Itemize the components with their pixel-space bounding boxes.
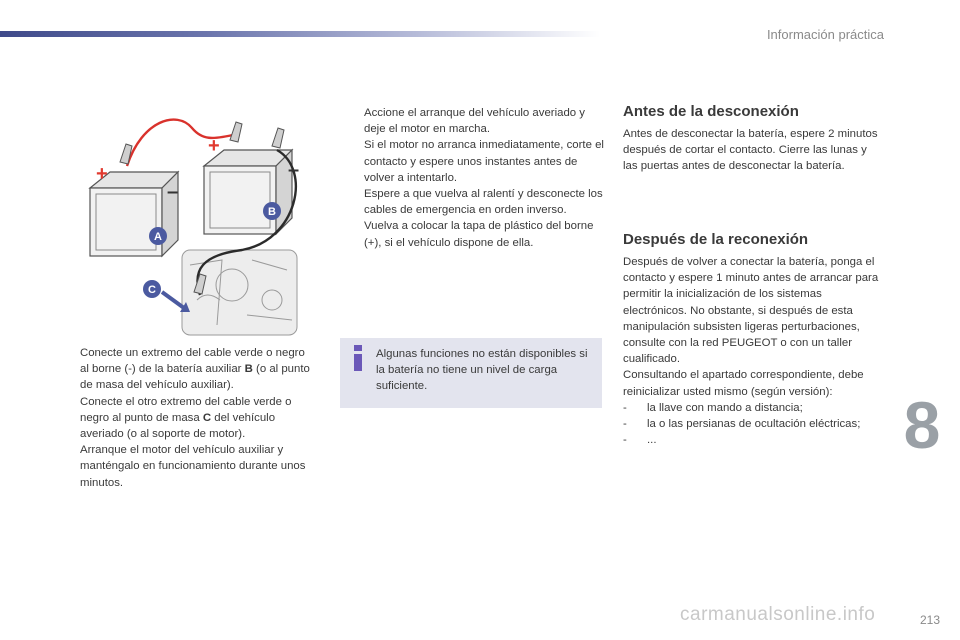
dash-marker: - <box>623 434 627 447</box>
step-text-end: (o al punto de masa del vehículo auxiliar). <box>80 363 310 392</box>
info-icon <box>351 345 365 371</box>
step-text-end: del vehículo averiado (o al soporte de motor). <box>80 411 276 441</box>
heading-despues: Después de la reconexión <box>623 231 809 248</box>
step-bold-ref: C <box>202 411 212 424</box>
header-gradient-bar <box>0 31 600 37</box>
dash-marker: - <box>623 402 627 414</box>
jump-start-illustration <box>82 100 322 340</box>
page-number: 213 <box>919 613 940 627</box>
step-text: Conecte un extremo del cable verde o negro al borne (-) de la batería auxiliar <box>80 347 305 376</box>
dash-marker: - <box>623 418 627 431</box>
list-item <box>342 186 604 218</box>
left-steps-list <box>58 345 310 491</box>
list-item <box>342 218 604 250</box>
badge-c <box>143 280 161 298</box>
minus-sign-a: – <box>167 181 179 203</box>
step-text: Conecte el otro extremo del cable verde o negro al punto de masa <box>80 395 292 424</box>
badge-c-label: C <box>148 284 156 296</box>
info-text: Algunas funciones no están disponibles si la batería no tiene un nivel de carga suficiente. <box>376 348 588 393</box>
badge-b <box>263 202 281 220</box>
chapter-number-text: 8 <box>903 392 941 456</box>
badge-a <box>149 227 167 245</box>
list-item <box>623 400 903 416</box>
paragraph-despues-text2: Consultando el apartado correspondiente, debe reinicializar usted mismo (según versión): <box>623 369 864 398</box>
heading-antes: Antes de la desconexión <box>623 103 799 120</box>
section-title: Información práctica <box>766 27 884 42</box>
step-extra-text: Si el motor no arranca inmediatamente, corte el contacto y espere unos instantes antes de volver a intentarlo. <box>364 139 604 184</box>
list-item <box>342 105 604 186</box>
step-bold-ref: B <box>244 363 253 376</box>
plus-sign-a: + <box>96 163 108 185</box>
list-item <box>58 394 310 443</box>
paragraph-despues-text: Después de volver a conectar la batería, ponga el contacto y espere 1 minuto antes de arrancar para permitir la inicialización de los sistemas electrónicos. No obstante, si después de esta manipulación subsisten ligeras perturbaciones, consulte con la red PEUGEOT o con un taller cualificado. <box>623 256 879 366</box>
reinit-list <box>623 400 903 449</box>
paragraph-antes: Antes de desconectar la batería, espere 2 minutos después de cortar el contacto. Cierre las lunas y las puertas antes de desconectar la batería. <box>623 128 878 173</box>
step-text: Espere a que vuelva al ralentí y desconecte los cables de emergencia en orden inverso. <box>364 188 603 217</box>
step-text: Arranque el motor del vehículo auxiliar y manténgalo en funcionamiento durante unos minutos. <box>80 444 306 489</box>
list-item <box>58 345 310 394</box>
watermark-text: carmanualsonline.info <box>680 604 876 625</box>
badge-a-label: A <box>154 231 162 243</box>
badge-b-label: B <box>268 206 276 218</box>
minus-sign-b: – <box>288 159 300 181</box>
arrow-icon <box>162 292 184 308</box>
info-box <box>340 338 602 408</box>
list-item <box>623 432 903 448</box>
chapter-number <box>897 392 947 456</box>
list-item-text: la llave con mando a distancia; <box>647 402 803 414</box>
list-item-text: la o las persianas de ocultación eléctricas; <box>647 418 861 431</box>
middle-steps-list <box>342 105 604 251</box>
list-item-text: ... <box>647 434 657 447</box>
list-item <box>58 442 310 491</box>
step-text: Vuelva a colocar la tapa de plástico del borne (+), si el vehículo dispone de ella. <box>364 220 594 249</box>
list-item <box>623 416 903 432</box>
plus-sign-b: + <box>208 135 220 157</box>
battery-b <box>204 150 292 234</box>
paragraph-despues <box>623 254 888 400</box>
step-text: Accione el arranque del vehículo averiado y deje el motor en marcha. <box>364 107 585 136</box>
